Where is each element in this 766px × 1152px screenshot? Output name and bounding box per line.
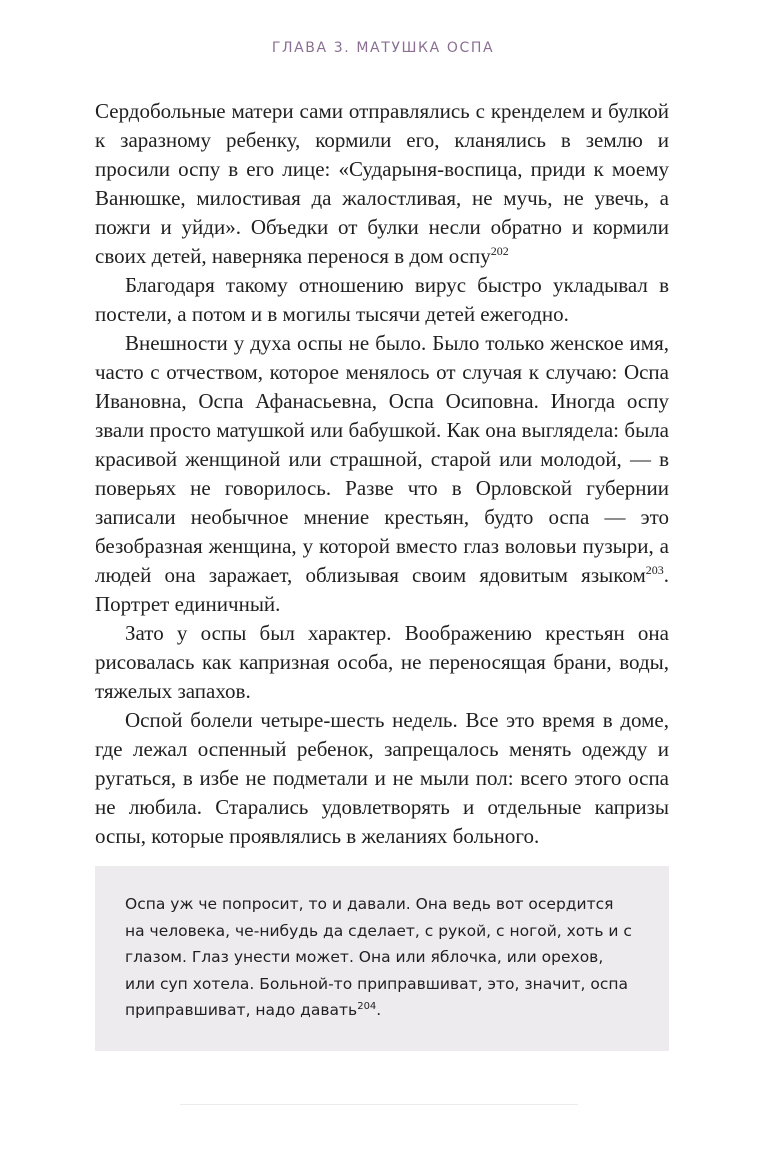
footnote-ref[interactable]: 202 — [490, 244, 509, 258]
paragraph — [95, 619, 669, 706]
footnote-ref[interactable]: 203 — [645, 563, 664, 577]
paragraph — [95, 706, 669, 851]
paragraph-text: Оспой болели четыре-шесть недель. Все это время в доме, где лежал оспенный ребенок, запрещалось менять одежду и ругаться, в избе не подметали и не мыли пол: всего этого оспа не любила. Старались удовлетворять и отдельные капризы оспы, которые проявлялись в желаниях больного. — [95, 708, 669, 848]
paragraph — [95, 271, 669, 329]
paragraph-tail: . Портрет единичный. — [95, 563, 669, 616]
bottom-divider — [180, 1104, 578, 1105]
paragraph — [95, 97, 669, 271]
quote-text — [125, 891, 633, 1024]
quote-body: Оспа уж че попросит, то и давали. Она ведь вот осердится на человека, че-нибудь да сделает, с рукой, с ногой, хоть и с глазом. Глаз унести может. Она или яблочка, или орехов, или суп хотела. Больной-то приправшиват, это, значит, оспа приправшиват, надо давать — [125, 895, 632, 1019]
paragraph-text: Зато у оспы был характер. Воображению крестьян она рисовалась как капризная особа, не переносящая брани, воды, тяжелых запахов. — [95, 621, 669, 703]
quote-tail: . — [376, 1001, 382, 1019]
main-text — [95, 97, 669, 851]
running-head: ГЛАВА 3. МАТУШКА ОСПА — [271, 40, 495, 56]
paragraph — [95, 329, 669, 619]
paragraph-text: Сердобольные матери сами отправлялись с кренделем и булкой к заразному ребенку, кормили его, кланялись в землю и просили оспу в его лице: «Сударыня-воспица, приди к моему Ванюшке, милостивая да жалостливая, не мучь, не увечь, а пожги и уйди». Объедки от булки несли обратно и кормили своих детей, наверняка перенося в дом оспу — [95, 99, 669, 268]
paragraph-text: Внешности у духа оспы не было. Было только женское имя, часто с отчеством, которое менялось от случая к случаю: Оспа Ивановна, Оспа Афанасьевна, Оспа Осиповна. Иногда оспу звали просто матушкой или бабушкой. Как она выглядела: была красивой женщиной или страшной, старой или молодой, — в поверьях не говорилось. Разве что в Орловской губернии записали необычное мнение крестьян, будто оспа — это безобразная женщина, у которой вместо глаз воловьи пузыри, а людей она заражает, облизывая своим ядовитым языком — [95, 331, 669, 587]
paragraph-text: Благодаря такому отношению вирус быстро укладывал в постели, а потом и в могилы тысячи детей ежегодно. — [95, 273, 669, 326]
footnote-ref[interactable]: 204 — [357, 1001, 377, 1012]
quote-box — [95, 866, 669, 1051]
